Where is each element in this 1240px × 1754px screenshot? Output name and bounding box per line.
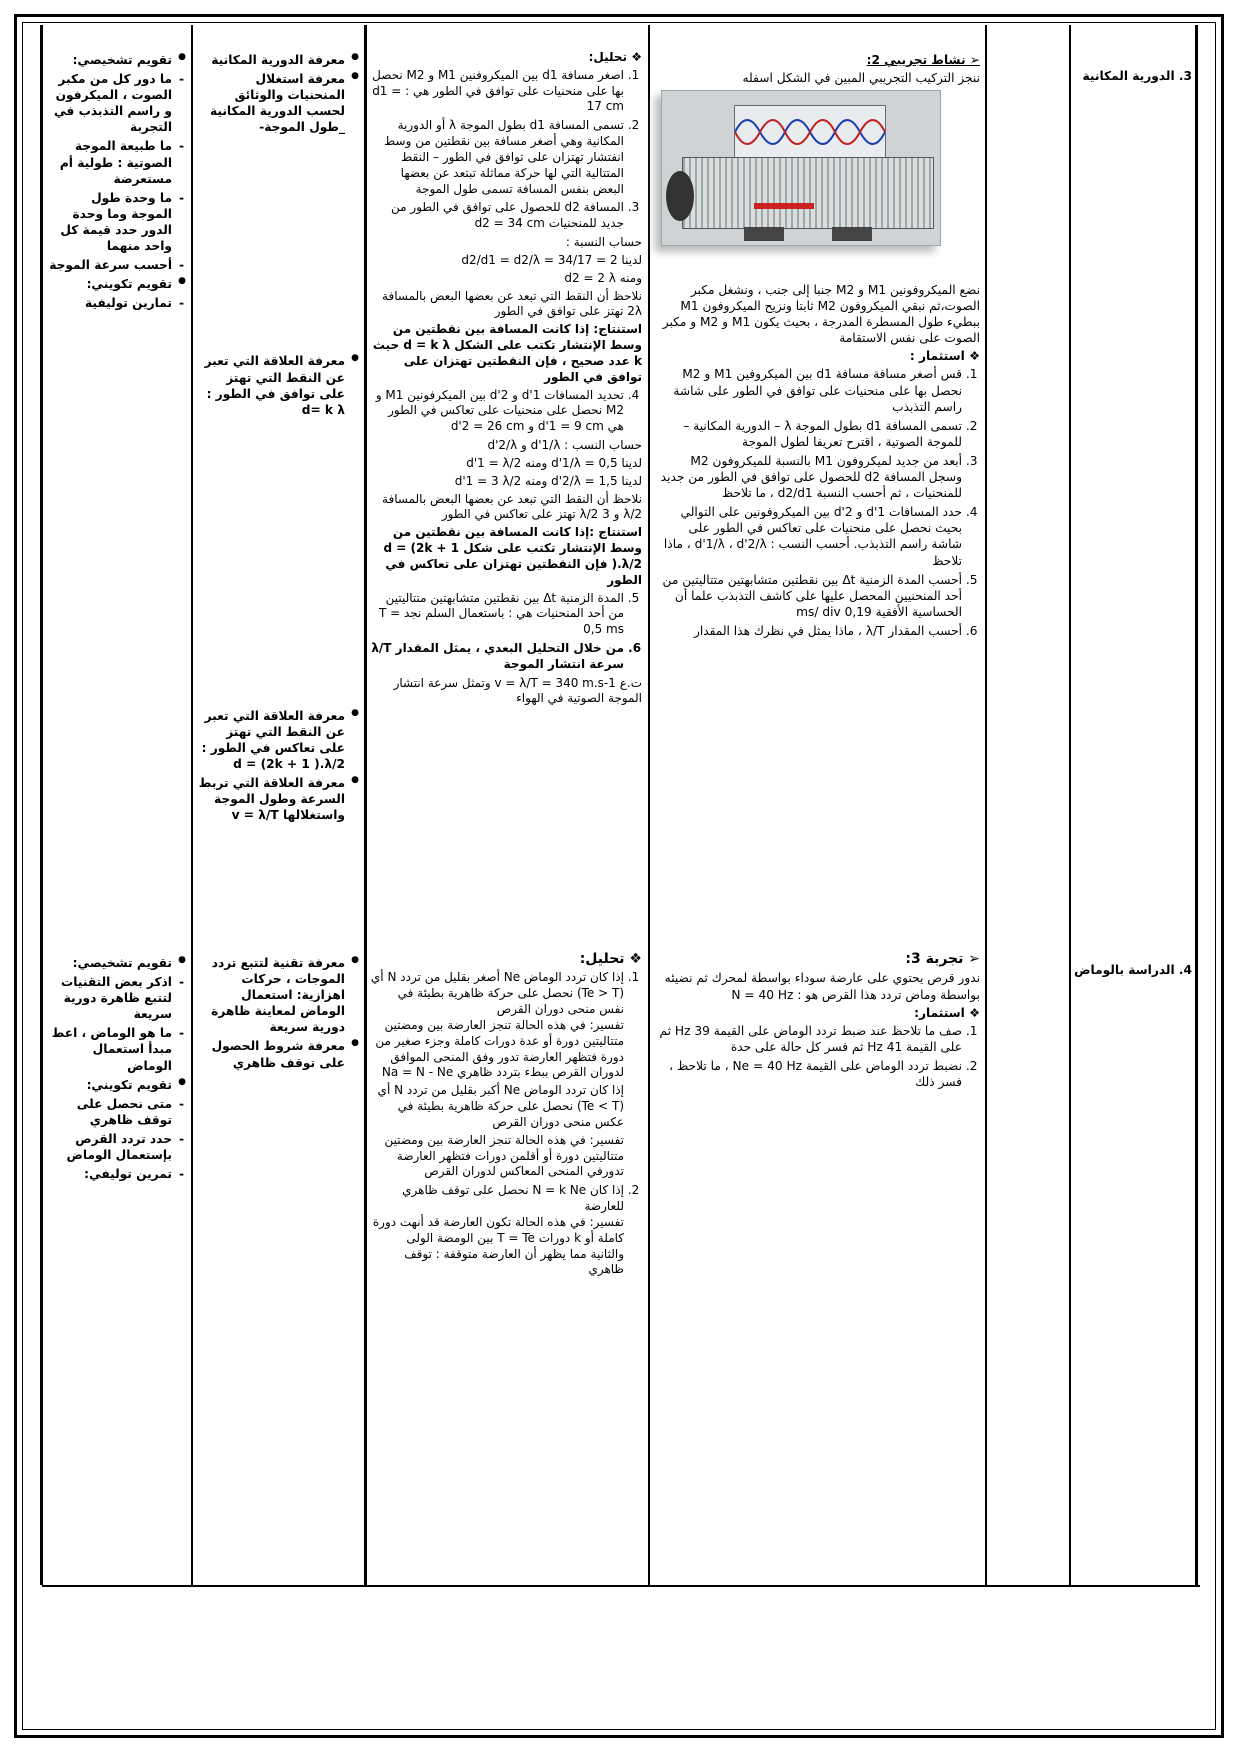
evaluation-item: - ما دور كل من مكبر الصوت ، الميكرفون و راسم التذبذب في التجربة bbox=[48, 71, 172, 135]
objective-item: ● معرفة العلاقة التي تعبر عن النقط التي تهتز على تعاكس في الطور : d = (2k + 1 ).λ/2 bbox=[197, 708, 345, 772]
list-item: 2. إذا كان N = k Ne نحصل على توقف ظاهري للعارضة تفسير: في هذه الحالة تكون العارضة قد أنهت دورة كاملة أو k دورات T = Te بين الومضة الولى والثانية مما يظهر أن العارضة متوقفة : توقف ظاهري bbox=[370, 1183, 624, 1278]
ratio-calc-1: لدينا d'1/λ = 0,5 ومنه d'1 = λ/2 bbox=[466, 455, 642, 470]
section-4-activity bbox=[655, 950, 980, 1093]
analysis-title: ❖ تحليل: bbox=[588, 50, 642, 64]
evaluation-item: - حدد تردد القرص بإستعمال الوماض bbox=[48, 1131, 172, 1163]
list-item: 2. تسمى المسافة d1 بطول الموجة λ أو الدورية المكانية وهي أصغر مسافة بين نقطتين من وسط انفتشار تهتزان على توافق في الطور – النقط المتتالية التي لها حركة مماثلة تبتعد عن بعضها البعض بنفس المسافة تسمى طول الموجة bbox=[370, 118, 624, 197]
microphone-icon bbox=[754, 203, 814, 209]
evaluation-list bbox=[48, 52, 186, 311]
analysis-list-3 bbox=[370, 591, 642, 673]
section-3-evaluation bbox=[48, 52, 186, 314]
ratio-result: ومنه d2 = 2 λ bbox=[564, 270, 642, 285]
ratio-calc: لدينا d2/d1 = d2/λ = 34/17 = 2 bbox=[461, 252, 642, 267]
list-item: 3. أبعد من جديد لميكروفون M1 بالنسبة للميكروفون M2 وسجل المسافة d2 للحصول على توافق في الطور من جديد للمنحنيات ، ثم أحسب النسبة d2/d1 ، ما تلاحظ bbox=[655, 453, 962, 501]
activity-2-intro: ننجز التركيب التجريبي المبين في الشكل اسفله bbox=[742, 71, 980, 86]
section-4-objectives bbox=[197, 955, 359, 1074]
table-rule bbox=[364, 25, 367, 1585]
device-icon bbox=[744, 227, 784, 241]
evaluation-item: - متى نحصل على توقف ظاهري bbox=[48, 1096, 172, 1128]
analysis-list bbox=[370, 970, 642, 1278]
section-4-title bbox=[1072, 962, 1192, 980]
evaluation-item: - تمرين توليفي: bbox=[48, 1166, 172, 1182]
opposition-note: نلاحظ أن النقط التي تبعد عن بعضها البعض بالمسافة λ/2 و 3 λ/2 تهتز على تعاكس في الطور bbox=[382, 491, 642, 522]
evaluation-item: ● تقويم تكويني: bbox=[48, 276, 172, 292]
conclusion-opposition: استنتاج :إذا كانت المسافة بين نقطتين من وسط الإنتشار تكتب على شكل d = (2k + 1 ).λ/2 فإن النقطتين تهتزان على تعاكس في الطور bbox=[383, 525, 642, 587]
objective-item: ● معرفة العلاقة التي تربط السرعة وطول الموجة واستغلالها v = λ/T bbox=[197, 775, 345, 823]
graduated-ruler-icon bbox=[682, 157, 934, 229]
list-item: 5. أحسب المدة الزمنية Δt بين نقطتين متشابهتين متتاليتين من أحد المنحنيين المحصل عليها على كاشف التذبذب علما أن الحساسية الأفقية 0,19 ms/ div bbox=[655, 572, 962, 620]
explanation: تفسير: في هذه الحالة تنجز العارضة بين ومضتين متتاليتين دورة أو عدة دورات كاملة وجزء صغير من دورة فتظهر العارضة تدور وفق المنحى الموافق لدوران القرص ببطء بتردد ظاهري Na = N - Ne bbox=[375, 1017, 624, 1080]
table-rule bbox=[191, 25, 193, 1585]
objective-item: ● معرفة تقنية لتتبع تردد الموجات ، حركات اهزازية: استعمال الوماض لمعاينة ظاهرة دورية سريعة bbox=[197, 955, 345, 1035]
experiment-3-text: ندور قرص يحتوي على عارضة سوداء بواسطة لمحرك ثم نضيئه بواسطة وماض تردد هذا القرص هو : N = 40 Hz bbox=[664, 971, 980, 1002]
exploit-title: ❖ استثمار: bbox=[914, 1005, 980, 1020]
objectives-list bbox=[197, 955, 359, 1071]
exploit-list bbox=[655, 1023, 980, 1090]
list-item: 4. حدد المسافات d'1 و d'2 بين الميكروفونين على التوالي بحيث نحصل على منحنيات على تعاكس في الطور على شاشة راسم التذبذب. أحسب النسب : d'1/λ ، d'2/λ ، ماذا تلاحظ bbox=[655, 504, 962, 568]
exploit-list bbox=[655, 366, 980, 639]
objectives-list bbox=[197, 708, 359, 824]
experiment-3-title: ➢ تجربة 3: bbox=[905, 951, 980, 967]
list-item: 5. المدة الزمنية Δt بين نقطتين متشابهتين متتاليتين من أحد المنحنيات هي : باستعمال السلم نجد T = 0,5 ms bbox=[370, 591, 624, 638]
objective-item: ● معرفة الدورية المكانية bbox=[197, 52, 345, 68]
evaluation-list bbox=[48, 955, 186, 1182]
ratios-label: حساب النسب : d'1/λ و d'2/λ bbox=[487, 438, 642, 453]
ratio-calc-2: لدينا d'2/λ = 1,5 ومنه d'1 = 3 λ/2 bbox=[454, 473, 642, 488]
list-item: 6. من خلال التحليل البعدي ، يمثل المقدار λ/T سرعة انتشار الموجة bbox=[370, 641, 624, 673]
table-rule bbox=[42, 1585, 1200, 1587]
ratio-label: حساب النسبة : bbox=[565, 235, 642, 250]
section-3-objectives bbox=[197, 52, 359, 827]
section-3-setup bbox=[655, 282, 980, 642]
evaluation-item: - ما طبيعة الموجة الصوتية : طولية أم مستعرضة bbox=[48, 138, 172, 186]
section-4-title-text: 4. الدراسة بالوماض bbox=[1074, 963, 1192, 977]
evaluation-item: - تمارين توليفية bbox=[48, 295, 172, 311]
section-3-activity bbox=[655, 52, 980, 88]
table-rule bbox=[40, 25, 43, 1585]
oscilloscope-screen-icon bbox=[734, 105, 886, 159]
analysis-list bbox=[370, 68, 642, 232]
evaluation-item: - اذكر بعض التقنيات لتتبع ظاهرة دورية سريعة bbox=[48, 974, 172, 1022]
list-item: 4. تحديد المسافات d'1 و d'2 بين الميكرفونين M1 و M2 نحصل على منحنيات على تعاكس في الطور هي d'1 = 9 cm و d'2 = 26 cm bbox=[370, 388, 624, 435]
section-3-analysis bbox=[370, 50, 642, 709]
evaluation-item: ● تقويم تكويني: bbox=[48, 1077, 172, 1093]
table-rule bbox=[1195, 25, 1198, 1585]
objective-item: ● معرفة شروط الحصول على توقف ظاهري bbox=[197, 1038, 345, 1070]
evaluation-item: ● تقويم تشخيصي: bbox=[48, 52, 172, 68]
activity-2-title: ➢ نشاط تجريبي 2: bbox=[866, 53, 980, 67]
setup-text: نضع الميكروفونين M1 و M2 جنبا إلى جنب ، ونشغل مكبر الصوت،ثم نبقي الميكروفون M2 ثابتا ونزيح الميكروفون M1 ببطيء طول المسطرة المدرجة ، بحيث يكون M1 و M2 و مكبر الصوت على نفس الاستقامة bbox=[662, 283, 980, 346]
section-3-title-text: 3. الدورية المكانية bbox=[1082, 69, 1192, 83]
speed-calc: ت.ع v = λ/T = 340 m.s-1 وتمثل سرعة انتشار الموجة الصوتية في الهواء bbox=[393, 675, 642, 706]
objective-item: ● معرفة العلاقة التي تعبر عن النقط التي تهتز على توافق في الطور : d= k λ bbox=[197, 353, 345, 417]
section-3-title bbox=[1072, 68, 1192, 86]
objectives-list bbox=[197, 52, 359, 135]
conclusion-in-phase: استنتاج: إذا كانت المسافة بين نقطتين من وسط الإنتشار تكتب على الشكل d = k λ حيث k عدد صحيح ، فإن النقطتين تهتزان على توافق في الطور bbox=[372, 322, 642, 384]
analysis-list-2 bbox=[370, 388, 642, 435]
section-4-analysis bbox=[370, 950, 642, 1281]
list-item: 1. صف ما تلاحظ عند ضبط تردد الوماض على القيمة 39 Hz ثم على القيمة 41 Hz ثم فسر كل حالة على حدة bbox=[655, 1023, 962, 1055]
evaluation-item: ● تقويم تشخيصي: bbox=[48, 955, 172, 971]
list-item: 3. المسافة d2 للحصول على توافق في الطور من جديد للمنحنيات d2 = 34 cm bbox=[370, 200, 624, 232]
ratio-note: نلاحظ أن النقط التي تبعد عن بعضها البعض بالمسافة 2λ تهتز على توافق في الطور bbox=[382, 288, 642, 319]
list-item: 1. قس أصغر مسافة مسافة d1 بين الميكروفين M1 و M2 نحصل بها على منحنيات على توافق في الطور على شاشة راسم التذبذب bbox=[655, 366, 962, 414]
evaluation-item: - أحسب سرعة الموجة bbox=[48, 257, 172, 273]
explanation: تفسير: في هذه الحالة تكون العارضة قد أنهت دورة كاملة أو k دورات T = Te بين الومضة الولى والثانية مما يظهر أن العارضة متوقفة : توقف ظاهري bbox=[372, 1214, 624, 1277]
list-item: 6. أحسب المقدار λ/T ، ماذا يمثل في نظرك هذا المقدار bbox=[655, 623, 962, 639]
table-rule bbox=[1069, 25, 1071, 1585]
evaluation-item: - ما وحدة طول الموجة وما وحدة الدور حدد قيمة كل واحد منهما bbox=[48, 190, 172, 254]
analysis-text: إذا كان تردد الوماض Ne أكبر بقليل من تردد N أي (Te < T) نحصل على حركة ظاهرية بطيئة في عكس منحى دوران القرص bbox=[377, 1083, 624, 1129]
experimental-setup-photo bbox=[661, 90, 941, 246]
analysis-title: ❖ تحليل: bbox=[579, 951, 642, 967]
exploit-title: ❖ استثمار : bbox=[909, 349, 980, 364]
list-item: 1. اصغر مسافة d1 بين الميكروفنين M1 و M2 نحصل بها على منحنيات على توافق في الطور هي : d1 = 17 cm bbox=[370, 68, 624, 115]
table-rule bbox=[648, 25, 650, 1585]
objective-item: ● معرفة استغلال المنحنيات والوثائق لحسب الدورية المكانية _طول الموجة- bbox=[197, 71, 345, 135]
list-item: 1. إذا كان تردد الوماض Ne أصغر بقليل من تردد N أي (Te > T) نحصل على حركة ظاهرية بطيئة في نفس منحى دوران القرص تفسير: في هذه الحالة تنجز العارضة بين ومضتين متتاليتين دورة أو عدة دورات كاملة وجزء صغير من دورة فتظهر العارضة تدور وفق المنحى الموافق لدوران القرص ببطء بتردد ظاهري Na = N - Ne إذا كان تردد الوماض Ne أكبر بقليل من تردد N أي (Te < T) نحصل على حركة ظاهرية بطيئة في عكس منحى دوران القرص تفسير: في هذه الحالة تنجز العارضة بين ومضتين متتاليتين دورة أو أقلمن دورات فتظهر العارضة تدورفي المنحى المعاكس لدوران القرص bbox=[370, 970, 624, 1180]
table-rule bbox=[985, 25, 987, 1585]
list-item: 2. نضبط تردد الوماض على القيمة Ne = 40 Hz ، ما تلاحظ ، فسر ذلك bbox=[655, 1058, 962, 1090]
objectives-list bbox=[197, 353, 359, 417]
loudspeaker-icon bbox=[666, 171, 694, 221]
section-4-evaluation bbox=[48, 955, 186, 1185]
evaluation-item: - ما هو الوماض ، اعط مبدأ استعمال الوماض bbox=[48, 1025, 172, 1073]
explanation: تفسير: في هذه الحالة تنجز العارضة بين ومضتين متتاليتين دورة أو أقلمن دورات فتظهر العارضة تدورفي المنحى المعاكس لدوران القرص bbox=[384, 1132, 624, 1179]
list-item: 2. تسمى المسافة d1 بطول الموجة λ – الدورية المكانية – للموجة الصوتية ، اقترح تعريفا لطول الموجة bbox=[655, 418, 962, 450]
device-icon bbox=[832, 227, 872, 241]
